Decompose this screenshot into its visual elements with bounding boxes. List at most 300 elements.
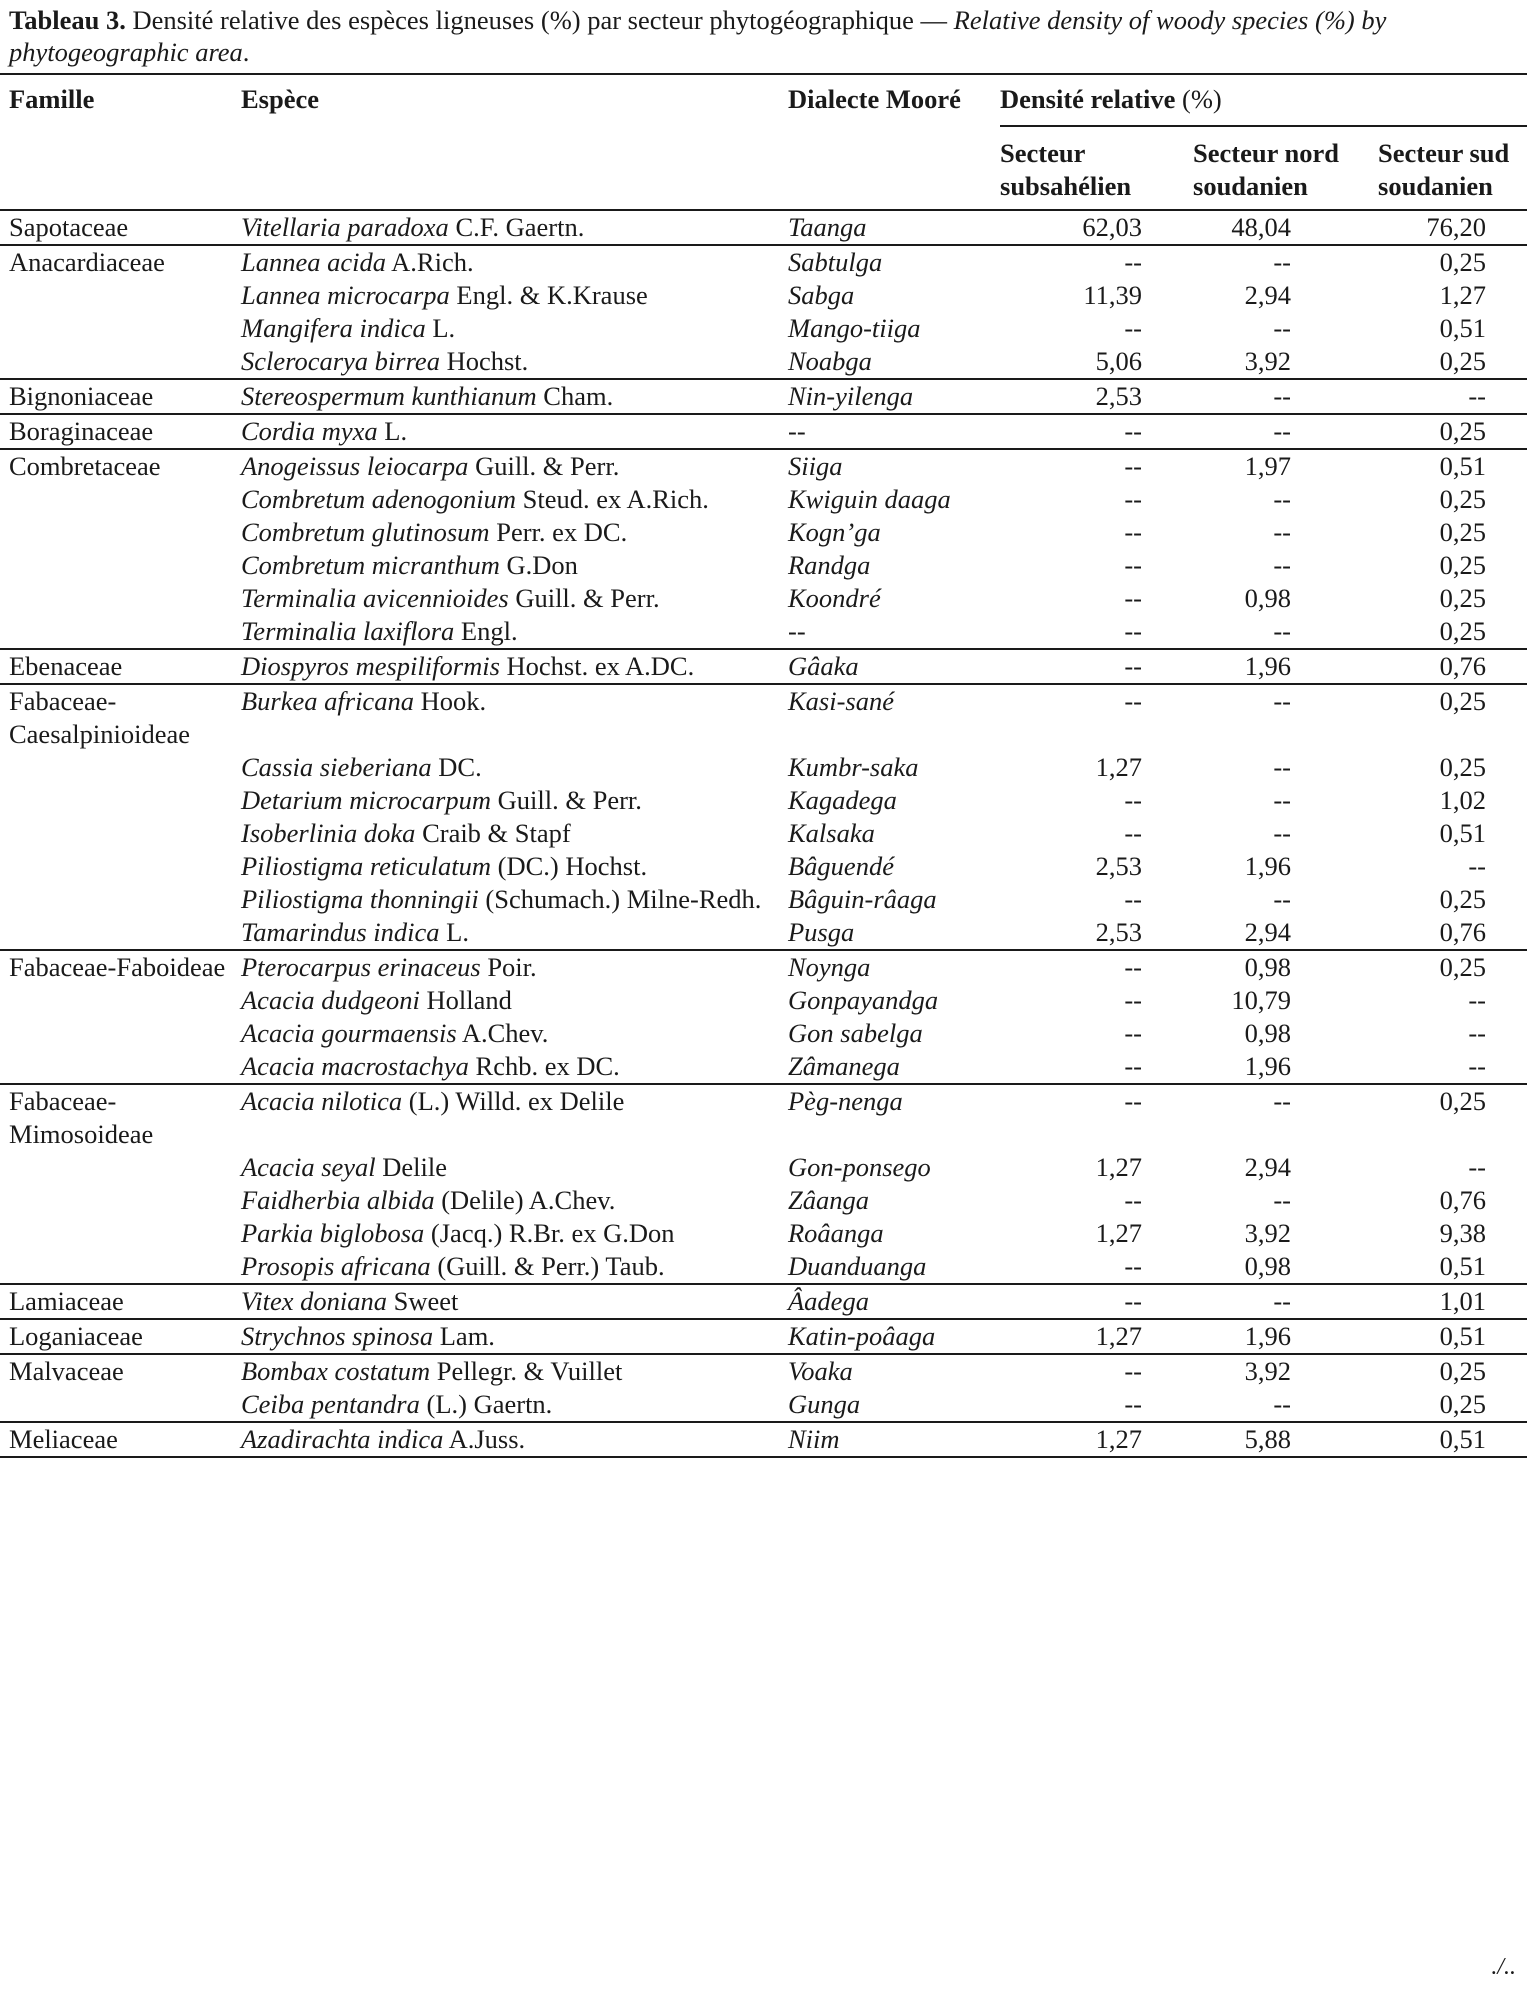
species-authority: DC. [431, 752, 482, 782]
cell-nord-soudanien [1177, 582, 1372, 615]
cell-dialecte: Voaka [788, 1354, 1000, 1388]
cell-nord-soudanien [1177, 345, 1372, 379]
species-name: Vitex doniana [241, 1286, 387, 1316]
species-authority: Engl. [454, 616, 518, 646]
table-row [0, 1217, 1527, 1250]
density-value: 0,25 [1439, 1389, 1486, 1419]
header-densite [1000, 74, 1527, 126]
species-authority: Sweet [386, 1286, 459, 1316]
density-value: 0,76 [1439, 1185, 1486, 1215]
cell-espece [241, 379, 788, 414]
cell-nord-soudanien [1177, 414, 1372, 449]
species-authority: Hochst. [439, 346, 529, 376]
cell-subsahelien [1000, 850, 1177, 883]
cell-dialecte: -- [788, 414, 1000, 449]
cell-nord-soudanien [1177, 784, 1372, 817]
cell-nord-soudanien [1177, 516, 1372, 549]
cell-subsahelien [1000, 279, 1177, 312]
continued-marker: ./.. [1491, 1954, 1516, 1980]
cell-famille: Fabaceae-Mimosoideae [0, 1084, 241, 1151]
species-name: Acacia seyal [241, 1152, 376, 1182]
species-authority: Rchb. ex DC. [468, 1051, 620, 1081]
density-value: 5,88 [1244, 1424, 1291, 1454]
cell-espece [241, 1388, 788, 1422]
cell-sud-soudanien [1372, 916, 1527, 950]
cell-espece [241, 549, 788, 582]
table-row [0, 649, 1527, 684]
table-row [0, 245, 1527, 279]
table-row [0, 817, 1527, 850]
cell-famille [0, 516, 241, 549]
cell-nord-soudanien [1177, 449, 1372, 483]
cell-sud-soudanien [1372, 649, 1527, 684]
cell-subsahelien [1000, 1388, 1177, 1422]
species-name: Acacia macrostachya [241, 1051, 469, 1081]
cell-dialecte: Sabtulga [788, 245, 1000, 279]
cell-nord-soudanien [1177, 751, 1372, 784]
density-value: -- [1273, 616, 1291, 646]
species-name: Azadirachta indica [241, 1424, 444, 1454]
cell-sud-soudanien [1372, 984, 1527, 1017]
species-authority: Hook. [413, 686, 487, 716]
cell-espece [241, 1217, 788, 1250]
cell-sud-soudanien [1372, 245, 1527, 279]
cell-sud-soudanien [1372, 850, 1527, 883]
cell-espece [241, 1017, 788, 1050]
cell-espece [241, 850, 788, 883]
cell-nord-soudanien [1177, 1250, 1372, 1284]
density-table [0, 73, 1527, 1458]
cell-subsahelien [1000, 751, 1177, 784]
density-value: 1,02 [1439, 785, 1486, 815]
cell-subsahelien [1000, 312, 1177, 345]
species-name: Lannea microcarpa [241, 280, 450, 310]
cell-nord-soudanien [1177, 1217, 1372, 1250]
cell-espece [241, 950, 788, 984]
density-value: 0,25 [1439, 952, 1486, 982]
table-caption [9, 4, 1529, 68]
cell-sud-soudanien [1372, 449, 1527, 483]
species-name: Cassia sieberiana [241, 752, 432, 782]
species-name: Diospyros mespiliformis [241, 651, 500, 681]
density-value: 62,03 [1082, 212, 1142, 242]
density-value: 0,25 [1439, 583, 1486, 613]
cell-dialecte: Duanduanga [788, 1251, 927, 1281]
density-value: -- [1124, 484, 1142, 514]
cell-famille [0, 883, 241, 916]
cell-espece [241, 312, 788, 345]
cell-famille: Malvaceae [0, 1354, 241, 1388]
cell-subsahelien [1000, 950, 1177, 984]
cell-subsahelien [1000, 916, 1177, 950]
density-value: 11,39 [1083, 280, 1142, 310]
cell-espece [241, 483, 788, 516]
cell-nord-soudanien [1177, 312, 1372, 345]
cell-subsahelien [1000, 883, 1177, 916]
density-value: -- [1273, 1286, 1291, 1316]
cell-sud-soudanien [1372, 1319, 1527, 1354]
cell-subsahelien [1000, 1084, 1177, 1151]
cell-sud-soudanien [1372, 1017, 1527, 1050]
header-secteur-subsahelien [1000, 126, 1177, 210]
species-name: Detarium microcarpum [241, 785, 492, 815]
cell-subsahelien [1000, 582, 1177, 615]
cell-nord-soudanien [1177, 684, 1372, 751]
table-row [0, 1017, 1527, 1050]
density-value: 0,98 [1244, 583, 1291, 613]
species-name: Isoberlinia doka [241, 818, 416, 848]
table-header [0, 74, 1527, 210]
density-value: -- [1273, 381, 1291, 411]
density-value: 0,25 [1439, 550, 1486, 580]
species-name: Tamarindus indica [241, 917, 440, 947]
species-name: Anogeissus leiocarpa [241, 451, 469, 481]
cell-famille [0, 1184, 241, 1217]
cell-espece [241, 1250, 788, 1284]
density-value: 0,25 [1439, 1086, 1486, 1116]
species-authority: L. [377, 416, 408, 446]
density-value: -- [1124, 517, 1142, 547]
species-name: Sclerocarya birrea [241, 346, 440, 376]
species-authority: Lam. [433, 1321, 495, 1351]
cell-dialecte: Gon-ponsego [788, 1152, 931, 1182]
species-authority: A.Juss. [443, 1424, 526, 1454]
cell-subsahelien [1000, 1050, 1177, 1084]
header-secteur-nord-soudanien [1177, 126, 1372, 210]
cell-sud-soudanien [1372, 684, 1527, 751]
density-value: 0,25 [1439, 416, 1486, 446]
cell-espece [241, 1422, 788, 1457]
cell-famille [0, 345, 241, 379]
species-authority: Poir. [480, 952, 537, 982]
cell-famille [0, 1388, 241, 1422]
table-row [0, 850, 1527, 883]
density-value: -- [1124, 1185, 1142, 1215]
density-value: 3,92 [1244, 346, 1291, 376]
cell-famille [0, 615, 241, 649]
header-sec3-line1: Secteur sud [1378, 138, 1510, 168]
species-authority: (L.) Gaertn. [419, 1389, 553, 1419]
cell-nord-soudanien [1177, 1151, 1372, 1184]
species-name: Pterocarpus erinaceus [241, 952, 481, 982]
cell-famille: Anacardiaceae [0, 245, 241, 279]
density-value: -- [1124, 616, 1142, 646]
cell-dialecte: Siiga [788, 449, 1000, 483]
cell-nord-soudanien [1177, 1319, 1372, 1354]
cell-espece [241, 414, 788, 449]
cell-nord-soudanien [1177, 379, 1372, 414]
density-value: -- [1124, 1051, 1142, 1081]
cell-dialecte: Kwiguin daaga [788, 484, 951, 514]
density-value: -- [1273, 313, 1291, 343]
cell-famille [0, 549, 241, 582]
density-value: -- [1124, 313, 1142, 343]
cell-dialecte: Roâanga [788, 1218, 884, 1248]
species-authority: C.F. Gaertn. [448, 212, 585, 242]
cell-espece [241, 516, 788, 549]
density-value: 76,20 [1426, 212, 1486, 242]
cell-subsahelien [1000, 549, 1177, 582]
species-name: Parkia biglobosa [241, 1218, 425, 1248]
density-value: 2,53 [1095, 381, 1142, 411]
cell-espece [241, 1050, 788, 1084]
cell-espece [241, 1319, 788, 1354]
cell-espece [241, 1184, 788, 1217]
density-value: -- [1124, 651, 1142, 681]
density-value: 0,51 [1439, 1251, 1486, 1281]
cell-sud-soudanien [1372, 516, 1527, 549]
cell-sud-soudanien [1372, 345, 1527, 379]
cell-subsahelien [1000, 1184, 1177, 1217]
cell-sud-soudanien [1372, 950, 1527, 984]
cell-famille [0, 1250, 241, 1284]
species-name: Piliostigma thonningii [241, 884, 479, 914]
species-authority: G.Don [499, 550, 578, 580]
cell-nord-soudanien [1177, 1422, 1372, 1457]
species-authority: Guill. & Perr. [508, 583, 660, 613]
caption-text-fr: Densité relative des espèces ligneuses (%) par secteur phytogéographique — [125, 5, 954, 35]
density-value: -- [1273, 884, 1291, 914]
cell-espece [241, 1084, 788, 1151]
cell-nord-soudanien [1177, 1050, 1372, 1084]
table-row [0, 1151, 1527, 1184]
cell-dialecte: Taanga [788, 210, 1000, 245]
cell-subsahelien [1000, 684, 1177, 751]
density-value: -- [1124, 818, 1142, 848]
cell-sud-soudanien [1372, 784, 1527, 817]
cell-famille [0, 916, 241, 950]
cell-nord-soudanien [1177, 1084, 1372, 1151]
density-value: -- [1124, 1356, 1142, 1386]
species-name: Faidherbia albida [241, 1185, 435, 1215]
cell-subsahelien [1000, 984, 1177, 1017]
density-value: 48,04 [1231, 212, 1291, 242]
species-authority: Cham. [536, 381, 614, 411]
cell-espece [241, 1151, 788, 1184]
cell-espece [241, 784, 788, 817]
cell-famille [0, 1017, 241, 1050]
cell-famille [0, 312, 241, 345]
table-row [0, 950, 1527, 984]
species-authority: (DC.) Hochst. [491, 851, 648, 881]
density-value: -- [1124, 884, 1142, 914]
cell-famille: Ebenaceae [0, 649, 241, 684]
density-value: 2,94 [1244, 1152, 1291, 1182]
density-value: -- [1124, 686, 1142, 716]
cell-nord-soudanien [1177, 649, 1372, 684]
table-row [0, 312, 1527, 345]
species-name: Acacia dudgeoni [241, 985, 420, 1015]
cell-famille: Boraginaceae [0, 414, 241, 449]
cell-dialecte: Niim [788, 1422, 1000, 1457]
cell-nord-soudanien [1177, 950, 1372, 984]
cell-sud-soudanien [1372, 379, 1527, 414]
cell-nord-soudanien [1177, 245, 1372, 279]
species-authority: Perr. ex DC. [489, 517, 628, 547]
density-value: 1,96 [1244, 1051, 1291, 1081]
density-value: 0,51 [1439, 1424, 1486, 1454]
species-authority: (Guill. & Perr.) Taub. [430, 1251, 665, 1281]
species-authority: Pellegr. & Vuillet [430, 1356, 623, 1386]
density-value: -- [1273, 785, 1291, 815]
density-value: 1,27 [1095, 1424, 1142, 1454]
cell-subsahelien [1000, 615, 1177, 649]
table-row [0, 1319, 1527, 1354]
cell-famille [0, 1050, 241, 1084]
density-value: 0,25 [1439, 752, 1486, 782]
density-value: -- [1124, 952, 1142, 982]
cell-espece [241, 817, 788, 850]
cell-famille: Lamiaceae [0, 1284, 241, 1319]
cell-espece [241, 883, 788, 916]
density-value: 0,25 [1439, 247, 1486, 277]
cell-espece [241, 984, 788, 1017]
species-name: Cordia myxa [241, 416, 378, 446]
cell-subsahelien [1000, 483, 1177, 516]
table-row [0, 483, 1527, 516]
cell-famille: Sapotaceae [0, 210, 241, 245]
species-authority: A.Chev. [456, 1018, 549, 1048]
cell-espece [241, 684, 788, 751]
cell-nord-soudanien [1177, 615, 1372, 649]
cell-subsahelien [1000, 1354, 1177, 1388]
density-value: -- [1468, 1018, 1486, 1048]
density-value: -- [1124, 1251, 1142, 1281]
density-value: 1,27 [1095, 1321, 1142, 1351]
density-value: -- [1124, 1389, 1142, 1419]
cell-subsahelien [1000, 1017, 1177, 1050]
species-authority: (L.) Willd. ex Delile [402, 1086, 625, 1116]
cell-dialecte: Koondré [788, 583, 881, 613]
density-value: 2,53 [1095, 917, 1142, 947]
density-value: -- [1124, 416, 1142, 446]
table-row [0, 751, 1527, 784]
species-authority: Delile [375, 1152, 448, 1182]
cell-famille [0, 1151, 241, 1184]
cell-dialecte: Nin-yilenga [788, 379, 1000, 414]
cell-espece [241, 1354, 788, 1388]
cell-subsahelien [1000, 516, 1177, 549]
cell-dialecte: Gon sabelga [788, 1018, 923, 1048]
cell-dialecte: Kalsaka [788, 818, 875, 848]
cell-nord-soudanien [1177, 1388, 1372, 1422]
header-sec2-line2: soudanien [1193, 171, 1308, 201]
density-value: -- [1124, 583, 1142, 613]
cell-nord-soudanien [1177, 817, 1372, 850]
cell-famille [0, 483, 241, 516]
cell-dialecte: Kogn’ga [788, 517, 881, 547]
cell-famille: Bignoniaceae [0, 379, 241, 414]
density-value: 0,98 [1244, 1251, 1291, 1281]
cell-espece [241, 649, 788, 684]
species-name: Acacia gourmaensis [241, 1018, 457, 1048]
density-value: -- [1273, 1086, 1291, 1116]
species-name: Combretum glutinosum [241, 517, 490, 547]
table-row [0, 916, 1527, 950]
cell-espece [241, 345, 788, 379]
density-value: 0,25 [1439, 484, 1486, 514]
density-value: 0,51 [1439, 818, 1486, 848]
cell-famille: Loganiaceae [0, 1319, 241, 1354]
species-authority: Guill. & Perr. [468, 451, 620, 481]
density-value: -- [1468, 985, 1486, 1015]
density-value: -- [1273, 517, 1291, 547]
density-value: 0,51 [1439, 451, 1486, 481]
table-row [0, 1184, 1527, 1217]
species-name: Terminalia laxiflora [241, 616, 455, 646]
species-authority: Engl. & K.Krause [449, 280, 648, 310]
cell-dialecte: Pèg-nenga [788, 1084, 1000, 1151]
density-value: -- [1124, 785, 1142, 815]
cell-famille [0, 784, 241, 817]
cell-famille: Meliaceae [0, 1422, 241, 1457]
density-value: -- [1124, 451, 1142, 481]
species-name: Strychnos spinosa [241, 1321, 434, 1351]
cell-nord-soudanien [1177, 1184, 1372, 1217]
cell-sud-soudanien [1372, 883, 1527, 916]
density-value: 0,98 [1244, 952, 1291, 982]
cell-subsahelien [1000, 414, 1177, 449]
table-row [0, 883, 1527, 916]
species-authority: (Schumach.) Milne-Redh. [478, 884, 762, 914]
table-row [0, 615, 1527, 649]
cell-subsahelien [1000, 784, 1177, 817]
cell-subsahelien [1000, 1319, 1177, 1354]
header-sec1-line1: Secteur [1000, 138, 1086, 168]
cell-famille: Combretaceae [0, 449, 241, 483]
density-value: -- [1273, 1389, 1291, 1419]
cell-nord-soudanien [1177, 850, 1372, 883]
cell-dialecte: Bâguin-râaga [788, 884, 937, 914]
density-value: 0,25 [1439, 1356, 1486, 1386]
cell-sud-soudanien [1372, 1184, 1527, 1217]
density-value: 1,01 [1439, 1286, 1486, 1316]
table-row [0, 379, 1527, 414]
caption-end: . [242, 37, 250, 67]
density-value: -- [1273, 550, 1291, 580]
cell-subsahelien [1000, 245, 1177, 279]
cell-sud-soudanien [1372, 1151, 1527, 1184]
density-value: -- [1124, 1286, 1142, 1316]
cell-nord-soudanien [1177, 279, 1372, 312]
density-value: -- [1124, 550, 1142, 580]
cell-sud-soudanien [1372, 1084, 1527, 1151]
density-value: 2,94 [1244, 280, 1291, 310]
density-value: -- [1468, 1051, 1486, 1081]
cell-subsahelien [1000, 649, 1177, 684]
density-value: -- [1273, 1185, 1291, 1215]
cell-famille: Fabaceae-Faboideae [0, 950, 241, 984]
table-row [0, 1422, 1527, 1457]
density-value: -- [1468, 381, 1486, 411]
density-value: -- [1273, 484, 1291, 514]
cell-sud-soudanien [1372, 582, 1527, 615]
cell-dialecte: Kagadega [788, 785, 897, 815]
density-value: 0,98 [1244, 1018, 1291, 1048]
table-row [0, 279, 1527, 312]
density-value: 3,92 [1244, 1218, 1291, 1248]
species-name: Piliostigma reticulatum [241, 851, 492, 881]
cell-sud-soudanien [1372, 1217, 1527, 1250]
cell-subsahelien [1000, 1217, 1177, 1250]
header-secteur-sud-soudanien [1372, 126, 1527, 210]
cell-dialecte: Gâaka [788, 649, 1000, 684]
species-name: Stereospermum kunthianum [241, 381, 537, 411]
table-row [0, 582, 1527, 615]
density-value: 0,76 [1439, 651, 1486, 681]
density-value: -- [1273, 818, 1291, 848]
cell-nord-soudanien [1177, 1284, 1372, 1319]
